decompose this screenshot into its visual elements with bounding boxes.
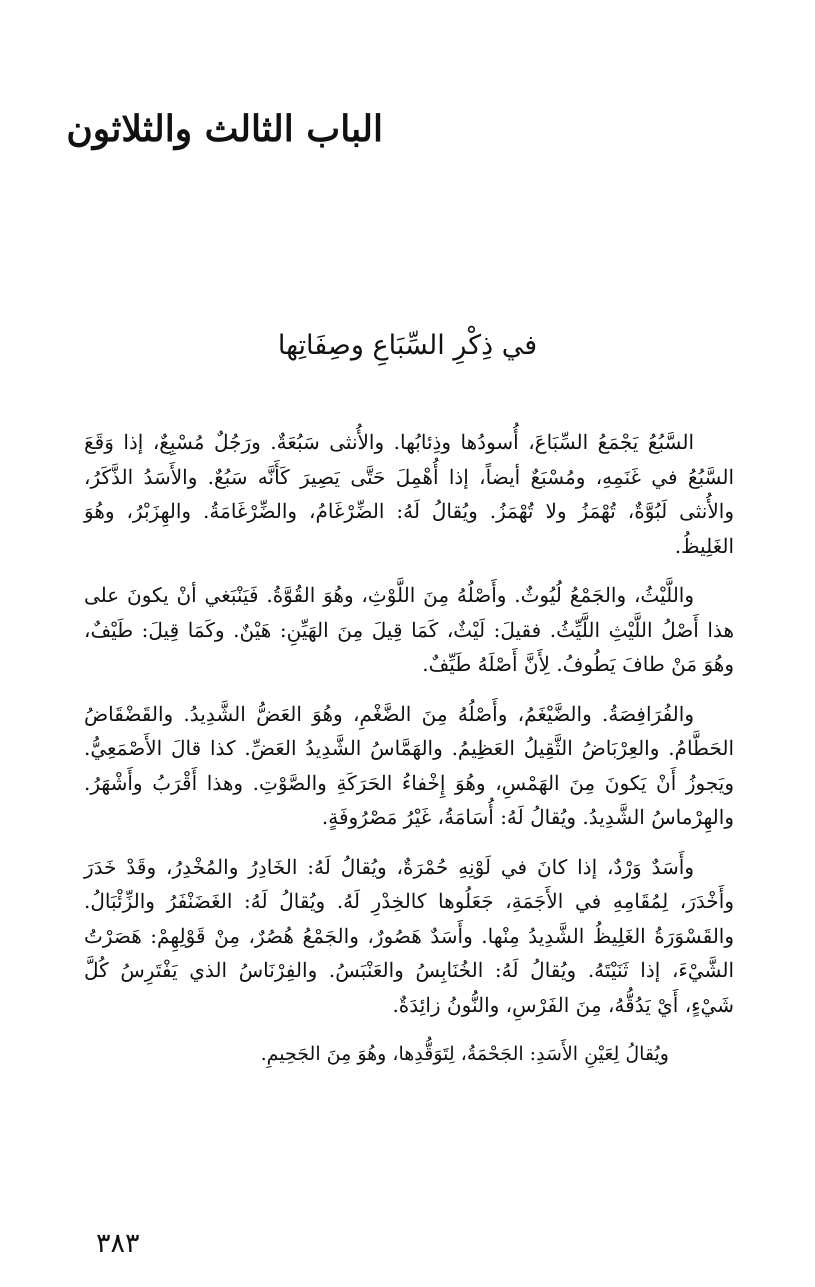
paragraph-jahma: ويُقالُ لِعَيْنِ الأَسَدِ: الجَحْمَةُ، لِتَوَقُّدِها، وهُوَ مِنَ الجَحِيمِ.: [260, 1043, 669, 1065]
body-text: [84, 425, 734, 1087]
paragraph-furafisa: والفُرَافِصَةُ. والضَّيْغَمُ، وأَصْلُهُ مِنَ الضَّغْمِ، وهُوَ العَضُّ الشَّدِيدُ. والقَضْقَاضُ الحَطَّامُ. والعِرْبَاضُ الثَّقِيلُ العَظِيمُ. والهَمَّاسُ الشَّدِيدُ العَضِّ. كذا قالَ الأَصْمَعِيُّ. ويَجوزُ أَنْ يَكونَ مِنَ الهَمْسِ، وهُوَ إِخْفاءُ الحَرَكَةِ والصَّوْتِ. وهذا أَقْرَبُ وأَشْهَرُ. والهِرْماسُ الشَّدِيدُ. ويُقالُ لَهُ: أُسَامَةُ، غَيْرُ مَصْرُوفَةٍ.: [84, 701, 734, 829]
paragraph-asad-ward: وأَسَدٌ وَرْدٌ، إذا كانَ في لَوْنِهِ حُمْرَةٌ، ويُقالُ لَهُ: الخَادِرُ والمُخْدِرُ، وقَدْ خَدَرَ وأَخْدَرَ، لِمُقَامِهِ في الأَجَمَةِ، جَعَلُوها كالخِدْرِ لَهُ. ويُقالُ لَهُ: الغَضَنْفَرُ والزِّئْبَالُ. والقَسْوَرَةُ الغَلِيظُ الشَّدِيدُ مِنْها. وأَسَدٌ هَصُورٌ، والجَمْعُ هُصُرٌ، مِنْ قَوْلِهِمْ: هَصَرْتُ الشَّيْءَ، إذا ثَنَيْتَهُ. ويُقالُ لَهُ: الخُنَابِسُ والعَنْبَسُ. والفِرْنَاسُ الذي يَفْتَرِسُ كُلَّ شَيْءٍ، أَيْ يَدُقُّهُ، مِنَ الفَرْسِ، والنُّونُ زائِدَةٌ.: [84, 854, 734, 1017]
chapter-title: الباب الثالث والثلاثون: [66, 108, 383, 150]
paragraph-layth: واللَّيْثُ، والجَمْعُ لُيُوثٌ. وأَصْلُهُ مِنَ اللَّوْثِ، وهُوَ القُوَّةُ. فَيَنْبَغي أنْ يكونَ على هذا أَصْلُ اللَّيْثِ اللَّيِّثُ. فقيلَ: لَيْثٌ، كَمَا قِيلَ مِنَ الهَيِّنِ: هَيْنٌ. وكَمَا قِيلَ: طَيْفٌ، وهُوَ مَنْ طافَ يَطُوفُ. لِأَنَّ أَصْلَهُ طَيِّفٌ.: [84, 583, 734, 676]
section-title: في ذِكْرِ السِّبَاعِ وصِفَاتِها: [277, 330, 538, 361]
page-number: ٣٨٣: [96, 1228, 140, 1259]
paragraph-sabu: السَّبُعُ يَجْمَعُ السِّبَاعَ، أُسودُها وذِئابُها. والأُنثى سَبُعَةٌ. ورَجُلٌ مُسْبِعٌ، إذا وَقَعَ السَّبُعُ في غَنَمِهِ، ومُسْبَعٌ أيضاً، إذا أُهْمِلَ حَتَّى يَصِيرَ كَأَنَّه سَبُعٌ. والأَسَدُ الذَّكَرُ، والأُنثى لَبُوَّةٌ، تُهْمَزُ ولا تُهْمَزُ. ويُقالُ لَهُ: الضِّرْغَامُ، والضِّرْغَامَةُ. والهِزَبْرُ، وهُوَ الغَلِيظُ.: [84, 430, 734, 558]
